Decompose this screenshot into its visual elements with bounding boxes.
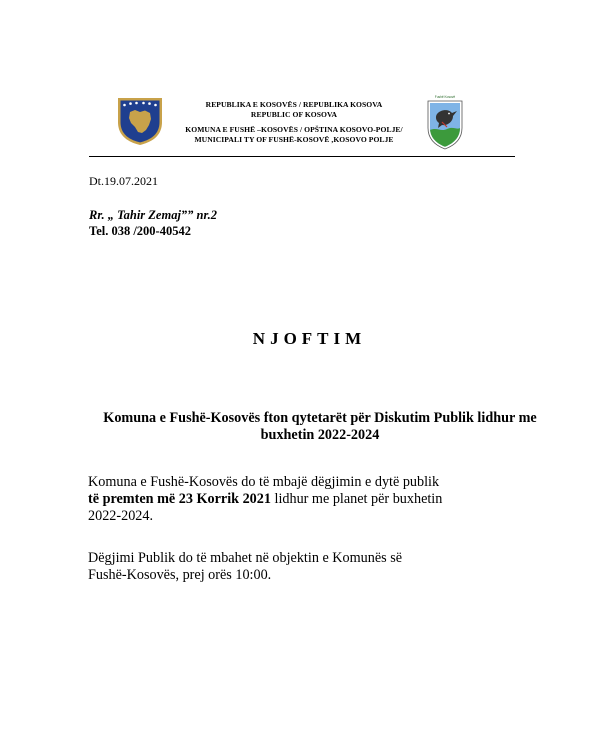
paragraph2-line-1: Dëgjimi Publik do të mbahet në objektin e Komunës së — [88, 550, 403, 566]
paragraph-hearing-date — [88, 474, 528, 526]
paragraph1-line-2-rest: lidhur me planet për buxhetin — [270, 491, 443, 508]
kosovo-coat-of-arms-icon — [116, 96, 164, 146]
header-divider — [89, 156, 515, 157]
header-line-republic: REPUBLIKA E KOSOVËS / REPUBLIKA KOSOVA — [205, 100, 383, 109]
subject-line-1: Komuna e Fushë-Kosovës fton qytetarët për Diskutim Publik lidhur me — [103, 410, 537, 426]
street-address: Rr. „ Tahir Zemaj”” nr.2 — [89, 208, 218, 222]
document-date: Dt.19.07.2021 — [89, 174, 158, 188]
paragraph-hearing-location — [88, 550, 528, 584]
svg-text:Fushë Kosovë: Fushë Kosovë — [434, 95, 456, 99]
notice-title: NJOFTIM — [252, 329, 367, 348]
header-line-municipality-en: MUNICIPALI TY OF FUSHË-KOSOVË ,KOSOVO POLJE — [194, 134, 394, 144]
header-institution-block — [168, 100, 420, 144]
subject-line-2: buxhetin 2022-2024 — [260, 427, 380, 443]
hearing-date-emphasis: të premten më 23 Korrik 2021 — [88, 491, 271, 508]
paragraph2-line-2: Fushë-Kosovës, prej orës 10:00. — [88, 567, 272, 584]
paragraph1-line-3: 2022-2024. — [88, 508, 154, 525]
paragraph1-line-1: Komuna e Fushë-Kosovës do të mbajë dëgjimin e dytë publik — [88, 474, 440, 490]
address-block — [89, 207, 217, 239]
paragraph1-line-2 — [88, 491, 528, 508]
notice-subject — [60, 410, 580, 444]
fushe-kosove-emblem-icon — [425, 94, 465, 150]
telephone-number: Tel. 038 /200-40542 — [89, 224, 191, 238]
header-line-municipality: KOMUNA E FUSHË –KOSOVËS / OPŠTINA KOSOVO-POLJE/ — [185, 125, 403, 134]
header-line-republic-en: REPUBLIC OF KOSOVA — [250, 109, 338, 119]
